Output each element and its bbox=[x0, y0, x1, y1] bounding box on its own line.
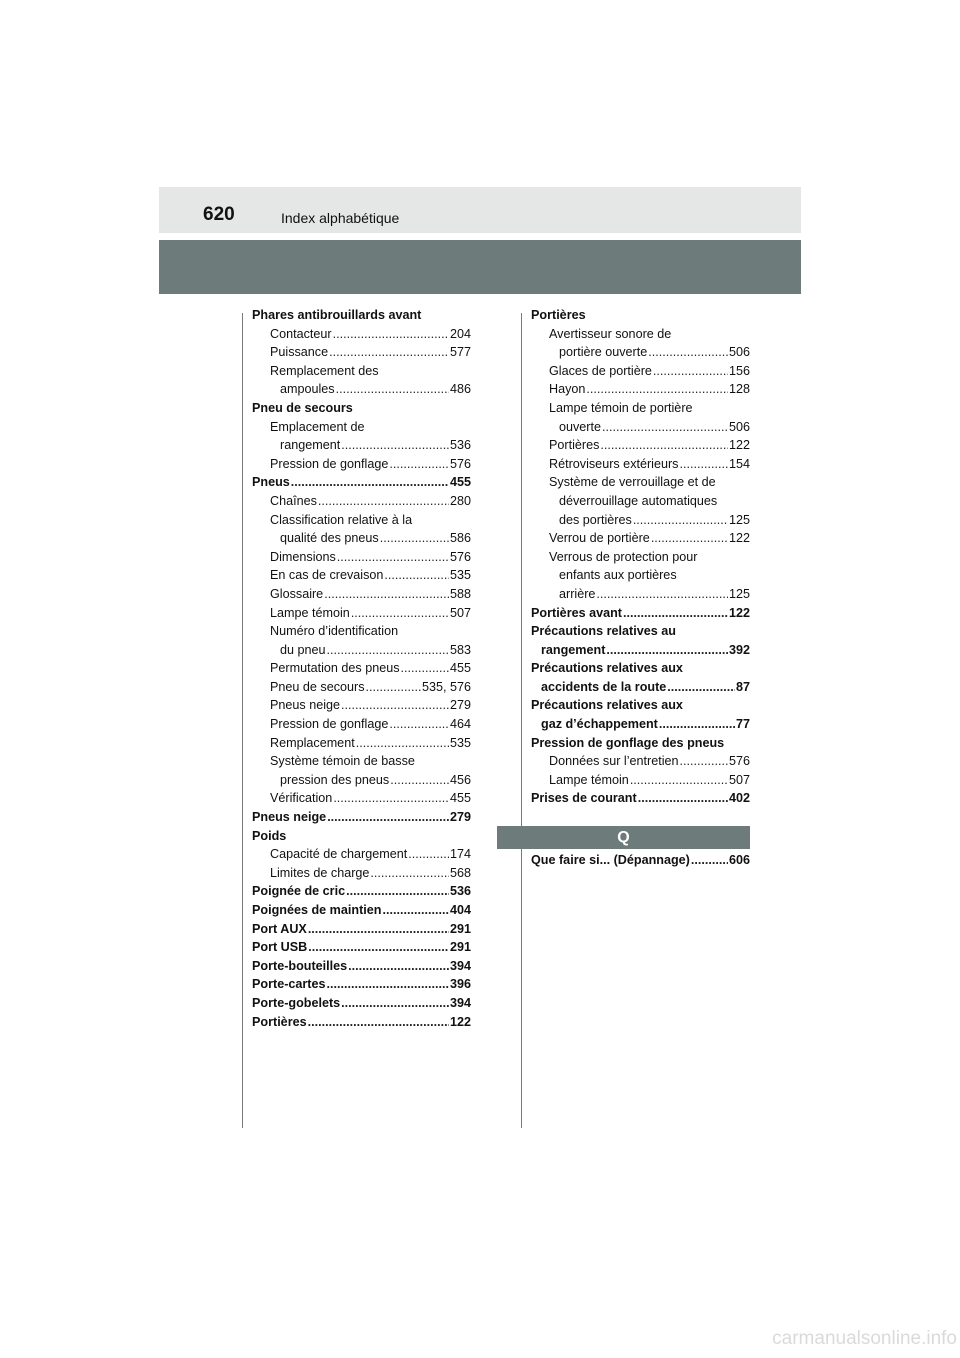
index-subheading: Lampe témoin de portière bbox=[549, 400, 693, 415]
index-heading: Précautions relatives aux bbox=[531, 661, 683, 676]
index-heading: Précautions relatives aux bbox=[531, 698, 683, 713]
index-subheading: Système témoin de basse bbox=[270, 754, 415, 769]
index-heading-entry: accidents de la route ..... 87 bbox=[531, 678, 750, 697]
index-column-right-q bbox=[531, 851, 750, 870]
index-entry: Glaces de portière ..... 156 bbox=[531, 362, 750, 381]
index-heading-entry: Porte-cartes ..... 396 bbox=[252, 975, 471, 994]
index-column-left bbox=[252, 306, 471, 1031]
letter-section-header: Q bbox=[497, 826, 750, 849]
index-subheading: Verrous de protection pour bbox=[549, 549, 698, 564]
index-entry: Données sur l’entretien ..... 576 bbox=[531, 752, 750, 771]
index-heading-entry: gaz d’échappement ..... 77 bbox=[531, 715, 750, 734]
index-entry: Chaînes ..... 280 bbox=[252, 492, 471, 511]
index-heading-entry: Pneus ..... 455 bbox=[252, 473, 471, 492]
column-divider-right bbox=[521, 313, 522, 1128]
index-entry: des portières ..... 125 bbox=[531, 511, 750, 530]
index-entry: Pression de gonflage ..... 464 bbox=[252, 715, 471, 734]
index-entry: portière ouverte ..... 506 bbox=[531, 343, 750, 362]
index-entry: Vérification ..... 455 bbox=[252, 789, 471, 808]
index-entry: pression des pneus ..... 456 bbox=[252, 771, 471, 790]
index-entry: Verrou de portière ..... 122 bbox=[531, 529, 750, 548]
index-entry: Portières ..... 122 bbox=[531, 436, 750, 455]
index-entry: Remplacement ..... 535 bbox=[252, 734, 471, 753]
index-heading-entry: Porte-gobelets ..... 394 bbox=[252, 994, 471, 1013]
index-entry: arrière ..... 125 bbox=[531, 585, 750, 604]
index-entry: qualité des pneus ..... 586 bbox=[252, 529, 471, 548]
index-subheading: Avertisseur sonore de bbox=[549, 326, 672, 341]
index-heading-entry: Port USB ..... 291 bbox=[252, 938, 471, 957]
index-column-right bbox=[531, 306, 750, 808]
index-heading-entry: rangement ..... 392 bbox=[531, 641, 750, 660]
index-heading: Poids bbox=[252, 828, 287, 843]
page-number: 620 bbox=[203, 204, 235, 225]
index-heading: Pneu de secours bbox=[252, 400, 353, 415]
index-entry: En cas de crevaison ..... 535 bbox=[252, 566, 471, 585]
index-heading: Pression de gonflage des pneus bbox=[531, 735, 725, 750]
header-band bbox=[159, 187, 801, 233]
index-entry: ouverte ..... 506 bbox=[531, 418, 750, 437]
index-heading: Portières bbox=[531, 308, 586, 322]
index-entry: Pneus neige ..... 279 bbox=[252, 696, 471, 715]
index-entry: Glossaire ..... 588 bbox=[252, 585, 471, 604]
index-heading: Précautions relatives au bbox=[531, 624, 676, 639]
index-entry: Capacité de chargement ..... 174 bbox=[252, 845, 471, 864]
index-heading-entry: Port AUX ..... 291 bbox=[252, 920, 471, 939]
index-entry: Rétroviseurs extérieurs ..... 154 bbox=[531, 455, 750, 474]
watermark: carmanualsonline.info bbox=[772, 1328, 957, 1349]
index-entry: Permutation des pneus ..... 455 bbox=[252, 659, 471, 678]
index-heading-entry: Prises de courant ..... 402 bbox=[531, 789, 750, 808]
index-heading-entry: Portières avant ..... 122 bbox=[531, 604, 750, 623]
index-subheading: Numéro d’identification bbox=[270, 624, 399, 639]
index-entry: Hayon ..... 128 bbox=[531, 380, 750, 399]
index-entry: Lampe témoin ..... 507 bbox=[252, 604, 471, 623]
index-heading-entry: Portières ..... 122 bbox=[252, 1013, 471, 1032]
index-subheading: Remplacement des bbox=[270, 363, 379, 378]
index-heading: Phares antibrouillards avant bbox=[252, 308, 422, 322]
index-subheading: enfants aux portières bbox=[559, 568, 677, 583]
index-entry: Pression de gonflage ..... 576 bbox=[252, 455, 471, 474]
index-heading-entry: Que faire si... (Dépannage) ..... 606 bbox=[531, 851, 750, 870]
index-entry: Limites de charge ..... 568 bbox=[252, 864, 471, 883]
index-subheading: Système de verrouillage et de bbox=[549, 475, 716, 490]
index-heading-entry: Poignée de cric ..... 536 bbox=[252, 882, 471, 901]
index-entry: Lampe témoin ..... 507 bbox=[531, 771, 750, 790]
index-entry: du pneu ..... 583 bbox=[252, 641, 471, 660]
header-dark-band bbox=[159, 240, 801, 294]
index-heading-entry: Porte-bouteilles ..... 394 bbox=[252, 957, 471, 976]
index-heading-entry: Poignées de maintien ..... 404 bbox=[252, 901, 471, 920]
index-subheading: Emplacement de bbox=[270, 419, 365, 434]
index-entry: Pneu de secours ..... 535, 576 bbox=[252, 678, 471, 697]
index-subheading: Classification relative à la bbox=[270, 512, 413, 527]
index-entry: rangement ..... 536 bbox=[252, 436, 471, 455]
column-divider-left bbox=[242, 313, 243, 1128]
index-subheading: déverrouillage automatiques bbox=[559, 493, 718, 508]
index-entry: Contacteur ..... 204 bbox=[252, 325, 471, 344]
section-title: Index alphabétique bbox=[281, 210, 400, 226]
index-entry: Puissance ..... 577 bbox=[252, 343, 471, 362]
index-entry: Dimensions ..... 576 bbox=[252, 548, 471, 567]
index-heading-entry: Pneus neige ..... 279 bbox=[252, 808, 471, 827]
index-entry: ampoules ..... 486 bbox=[252, 380, 471, 399]
